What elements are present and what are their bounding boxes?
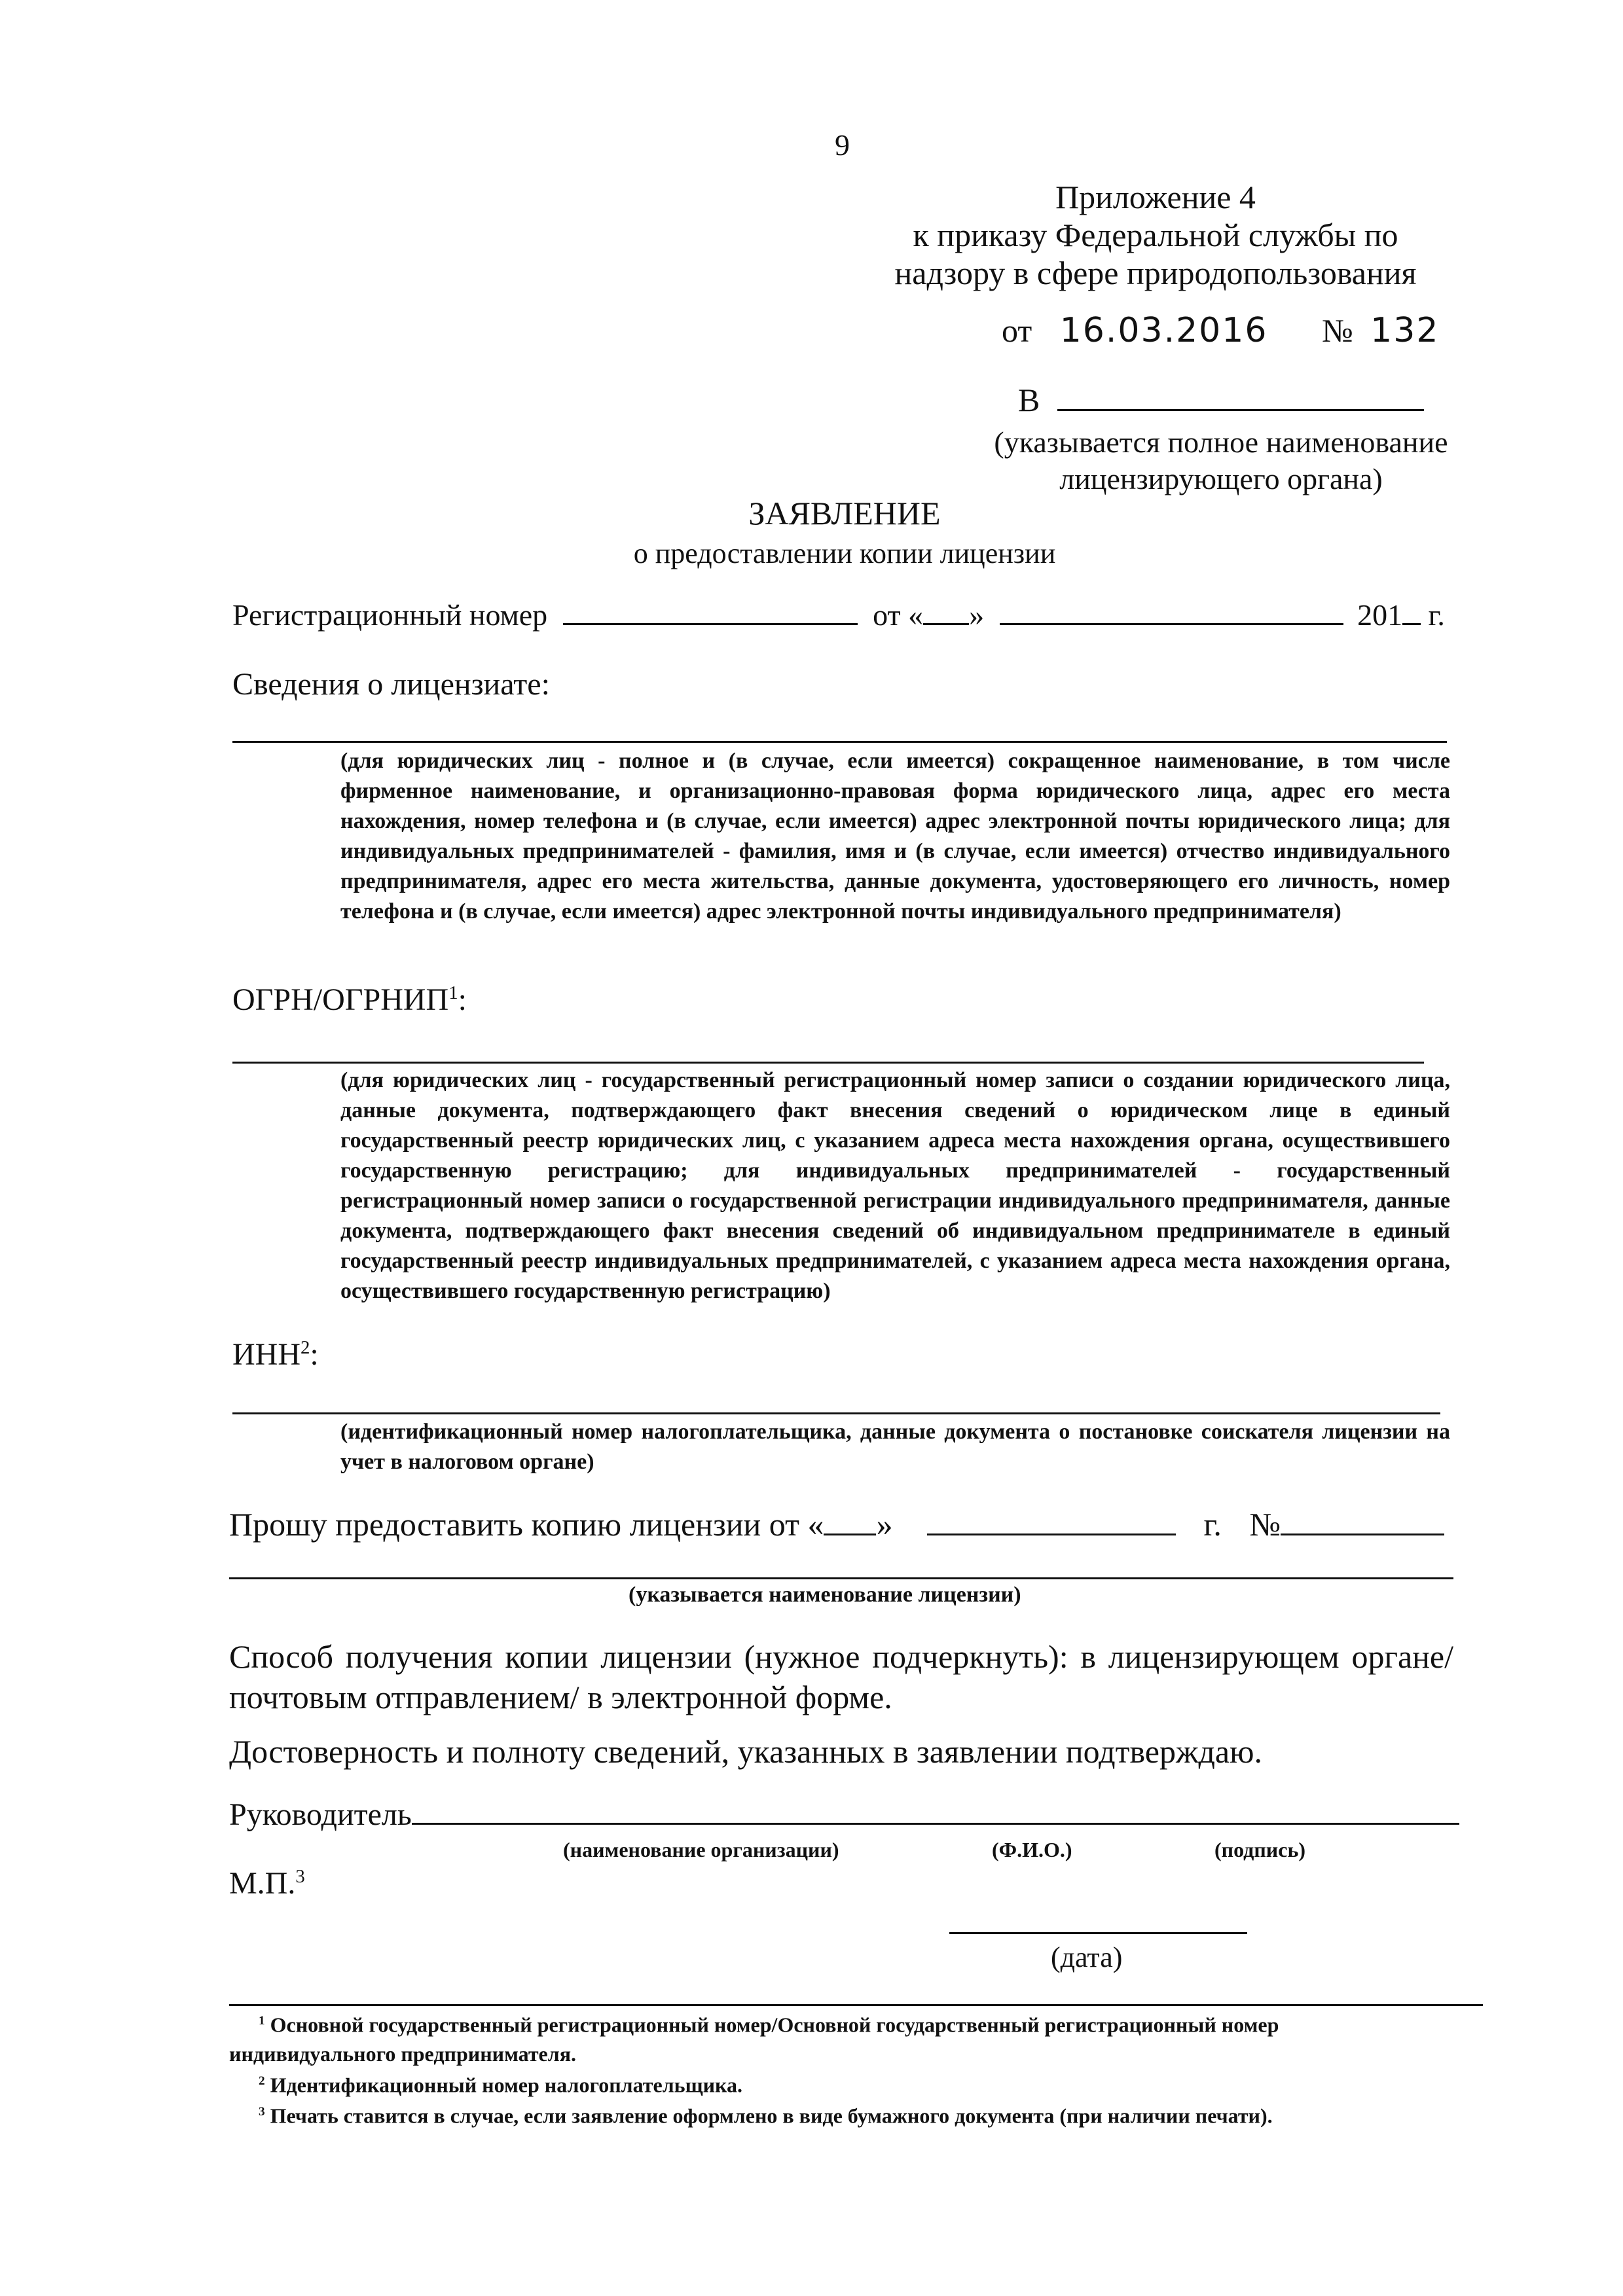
inn-colon: : <box>310 1337 319 1372</box>
inn-field[interactable] <box>232 1412 1440 1414</box>
registration-label: Регистрационный номер <box>232 598 548 632</box>
registration-year-suffix: г. <box>1421 598 1445 632</box>
appendix-header <box>786 178 1525 292</box>
head-label: Руководитель <box>229 1797 412 1832</box>
appendix-line-3: надзору в сфере природопользования <box>894 255 1417 291</box>
licensee-caption: (для юридических лиц - полное и (в случае, если имеется) сокращенное наименование, в том числе фирменное наименование, и организационно-правовая форма юридического лица, адрес его места нахождения, номер телефона и (в случае, если имеется) адрес электронной почты юридического лица; для индивидуальных предпринимателей - фамилия, имя и (в случае, если имеется) отчество индивидуального предпринимателя, адрес его места жительства, данные документа, удостоверяющего его личность, номер телефона и (в случае, если имеется) адрес электронной почты индивидуального предпринимателя) <box>340 749 1450 924</box>
head-signature-field[interactable] <box>412 1799 1459 1825</box>
footnote-2 <box>259 2067 742 2100</box>
footnote-3 <box>259 2098 1273 2130</box>
footnote-2-text: Идентификационный номер налогоплательщика. <box>264 2073 742 2097</box>
stamp-footnote-ref: 3 <box>295 1866 305 1887</box>
date-caption: (дата) <box>1051 1941 1123 1973</box>
stamp-label-text: М.П. <box>229 1866 296 1901</box>
addressee-field[interactable] <box>1057 386 1424 411</box>
license-name-field[interactable] <box>229 1577 1453 1579</box>
registration-from: от « <box>873 598 924 632</box>
addressee-caption-line-2: лицензирующего органа) <box>1059 462 1383 495</box>
number-prefix: № <box>1321 312 1353 349</box>
registration-line <box>232 598 1445 632</box>
date-field[interactable] <box>949 1932 1247 1934</box>
request-text: Прошу предоставить копию лицензии от « <box>229 1506 824 1543</box>
request-year: г. <box>1203 1506 1222 1543</box>
org-caption: (наименование организации) <box>563 1838 839 1861</box>
confirmation-text: Достоверность и полноту сведений, указанных в заявлении подтверждаю. <box>229 1733 1262 1770</box>
request-number-field[interactable] <box>1281 1510 1444 1535</box>
inn-caption: (идентификационный номер налогоплательщика, данные документа о постановке соискателя лицензии на учет в налоговом органе) <box>340 1420 1450 1474</box>
order-date: 16.03.2016 <box>1059 311 1268 350</box>
appendix-line-2: к приказу Федеральной службы по <box>913 217 1398 253</box>
order-date-number <box>1002 311 1439 350</box>
footnote-1-text: Основной государственный регистрационный номер/Основной государственный регистрационный номер индивидуального предпринимателя. <box>229 2013 1279 2066</box>
request-close-quote: » <box>876 1506 893 1543</box>
ogrn-colon: : <box>458 982 467 1017</box>
appendix-line-1: Приложение 4 <box>1055 179 1256 215</box>
date-prefix: от <box>1002 312 1032 349</box>
inn-label-text: ИНН <box>232 1337 301 1372</box>
sign-caption: (подпись) <box>1214 1838 1306 1861</box>
addressee-caption <box>976 424 1467 497</box>
request-line <box>229 1505 1460 1543</box>
request-month-field[interactable] <box>927 1510 1176 1535</box>
footnote-3-text: Печать ставится в случае, если заявление оформлено в виде бумажного документа (при наличии печати). <box>264 2104 1273 2128</box>
footnote-1-ref: 1 <box>259 2014 265 2028</box>
addressee-line <box>1018 381 1424 419</box>
inn-label <box>232 1336 319 1372</box>
request-day-field[interactable] <box>824 1510 876 1535</box>
registration-year-field[interactable] <box>1402 600 1421 625</box>
registration-year-prefix: 201 <box>1357 598 1403 632</box>
name-caption: (Ф.И.О.) <box>992 1838 1072 1861</box>
addressee-caption-line-1: (указывается полное наименование <box>994 425 1448 459</box>
licensee-field[interactable] <box>232 741 1447 743</box>
registration-number-field[interactable] <box>563 600 858 625</box>
footnote-2-ref: 2 <box>259 2074 265 2088</box>
request-number-sign: № <box>1249 1506 1281 1543</box>
ogrn-label <box>232 982 467 1018</box>
stamp-label <box>229 1865 305 1901</box>
document-title: ЗАЯВЛЕНИЕ <box>748 495 941 531</box>
footnote-1 <box>229 2007 1447 2068</box>
license-name-caption: (указывается наименование лицензии) <box>629 1583 1021 1607</box>
inn-footnote-ref: 2 <box>301 1337 310 1358</box>
ogrn-footnote-ref: 1 <box>448 982 458 1003</box>
ogrn-field[interactable] <box>232 1062 1424 1064</box>
document-subtitle: о предоставлении копии лицензии <box>633 537 1056 569</box>
head-line <box>229 1797 1453 1833</box>
addressee-prefix: В <box>1018 382 1040 418</box>
licensee-label: Сведения о лицензиате: <box>232 667 550 702</box>
footnote-3-ref: 3 <box>259 2105 265 2119</box>
footnote-divider <box>229 2004 1483 2006</box>
registration-month-field[interactable] <box>1000 600 1343 625</box>
registration-day-field[interactable] <box>923 600 969 625</box>
registration-close-quote: » <box>969 598 985 632</box>
receipt-method: Способ получения копии лицензии (нужное подчеркнуть): в лицензирующем органе/ почтовым отправлением/ в электронной форме. <box>229 1638 1453 1715</box>
ogrn-caption: (для юридических лиц - государственный регистрационный номер записи о создании юридического лица, данные документа, подтверждающего факт внесения сведений о юридическом лице в единый государственный реестр юридических лиц, с указанием адреса места нахождения органа, осуществившего государственную регистрацию; для индивидуальных предпринимателей - государственный регистрационный номер записи о государственной регистрации индивидуального предпринимателя, данные документа, подтверждающего факт внесения сведений об индивидуальном предпринимателе в единый государственный реестр индивидуальных предпринимателей, с указанием адреса места нахождения органа, осуществившего государственную регистрацию) <box>340 1068 1450 1303</box>
ogrn-label-text: ОГРН/ОГРНИП <box>232 982 449 1017</box>
page-number: 9 <box>835 128 850 162</box>
order-number: 132 <box>1370 311 1440 350</box>
